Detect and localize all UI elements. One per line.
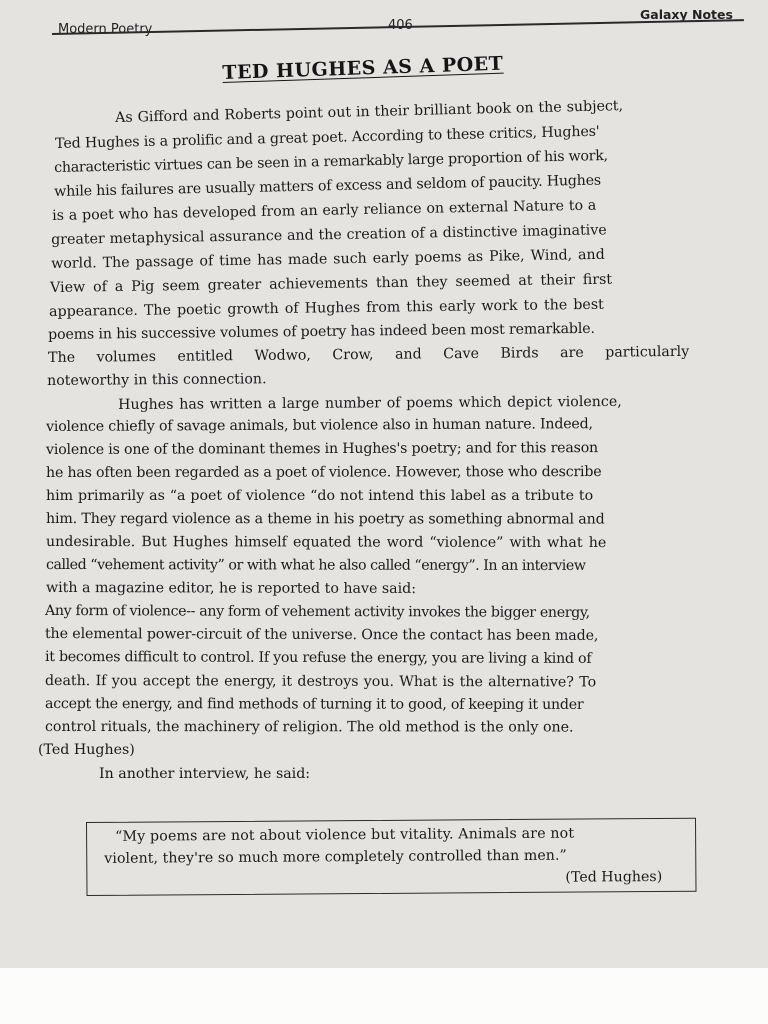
text-line: noteworthy in this connection. [47, 371, 267, 389]
text-line: (Ted Hughes) [38, 742, 135, 758]
text-line: it becomes difficult to control. If you refuse the energy, you are living a kind of [44, 649, 592, 667]
text-line: As Gifford and Roberts point out in their brilliant book on the subject, [115, 98, 624, 126]
quote-attribution: (Ted Hughes) [565, 868, 663, 886]
quote-line: “My poems are not about violence but vitality. Animals are not [115, 825, 575, 845]
text-line: while his failures are usually matters of excess and seldom of paucity. Hughes [54, 172, 602, 200]
text-line: him. They regard violence as a theme in his poetry as something abnormal and [45, 511, 605, 528]
text-line: is a poet who has developed from an early reliance on external Nature to a [52, 197, 597, 224]
text-line: violence chiefly of savage animals, but violence also in human nature. Indeed, [46, 416, 593, 435]
page-bottom-margin [0, 968, 768, 1024]
text-line: Any form of violence-- any form of vehement activity invokes the bigger energy, [44, 603, 590, 621]
text-line: the elemental power-circuit of the universe. Once the contact has been made, [44, 626, 599, 644]
text-line: him primarily as “a poet of violence “do not intend this label as a tribute to [46, 488, 594, 504]
text-line: The volumes entitled Wodwo, Crow, and Cave Birds are particularly [48, 343, 690, 366]
text-line: accept the energy, and find methods of turning it to good, of keeping it under [44, 696, 584, 713]
text-line: greater metaphysical assurance and the creation of a distinctive imaginative [51, 222, 607, 248]
text-line: death. If you accept the energy, it destroys you. What is the alternative? To [44, 673, 597, 691]
page-number: 406 [388, 18, 413, 33]
text-line: In another interview, he said: [99, 766, 311, 782]
text-line: appearance. The poetic growth of Hughes from this early work to the best [49, 296, 604, 320]
text-line: violence is one of the dominant themes in Hughes's poetry; and for this reason [46, 440, 598, 458]
text-line: control rituals, the machinery of religion. The old method is the only one. [44, 719, 574, 736]
text-line: View of a Pig seem greater achievements than they seemed at their first [50, 271, 613, 296]
quotation-box [86, 818, 697, 896]
quote-line: violent, they're so much more completely controlled than men.” [104, 847, 567, 867]
text-line: characteristic virtues can be seen in a remarkably large proportion of his work, [54, 147, 609, 176]
chapter-title: TED HUGHES AS A POET [222, 52, 504, 84]
text-line: Ted Hughes is a prolific and a great poet. According to these critics, Hughes' [55, 123, 600, 152]
text-line: with a magazine editor, he is reported to have said: [45, 580, 417, 597]
text-line: called “vehement activity” or with what he also called “energy”. In an interview [45, 557, 586, 574]
text-line: world. The passage of time has made such early poems as Pike, Wind, and [51, 246, 605, 272]
text-line: Hughes has written a large number of poems which depict violence, [118, 393, 622, 413]
running-header-right: Galaxy Notes [640, 7, 733, 22]
text-line: undesirable. But Hughes himself equated the word “violence” with what he [45, 534, 607, 551]
text-line: he has often been regarded as a poet of violence. However, those who describe [46, 464, 602, 481]
text-line: poems in his successive volumes of poetry has indeed been most remarkable. [48, 320, 595, 343]
running-header-left: Modern Poetry [58, 22, 153, 37]
